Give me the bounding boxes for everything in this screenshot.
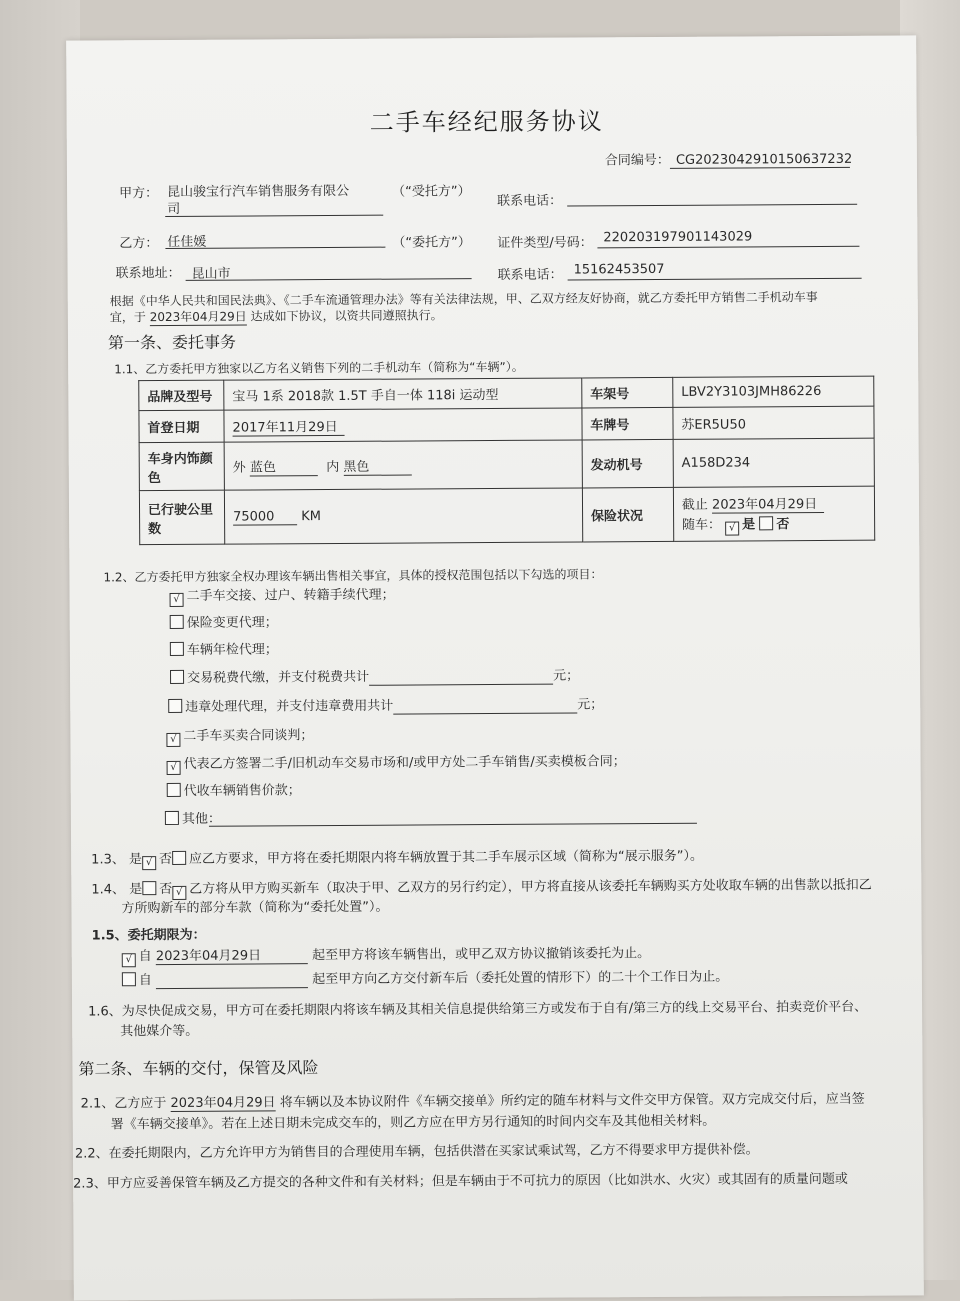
- table-row: [139, 406, 874, 442]
- preamble-line2: 宜，于 2023年04月29日 达成如下协议，以资共同遵照执行。: [109, 308, 443, 325]
- color-cell: 外 蓝色 内 黑色: [224, 440, 582, 490]
- mileage-value: 75000: [233, 509, 297, 525]
- clause-1-3-no-checkbox[interactable]: [172, 851, 186, 865]
- clause-1-1: 1.1、乙方委托甲方独家以乙方名义销售下列的二手机动车（简称为“车辆”）。: [114, 359, 524, 377]
- party-b-name: 任佳媛: [167, 234, 207, 250]
- party-b-phone-underline: [568, 278, 862, 281]
- clause-1-4-line2: 方所购新车的部分车款（简称为“委托处置”）。: [121, 899, 389, 917]
- party-b-id: 220203197901143029: [603, 229, 753, 246]
- clause-2-1-line2: 署《车辆交接单》。若在上述日期未完成交车的，则乙方应在甲方另行通知的时间内交车及其他相关材料。: [110, 1113, 716, 1133]
- party-a-role: （“受托方”）: [392, 184, 471, 200]
- section2-title: 第二条、车辆的交付，保管及风险: [78, 1058, 319, 1079]
- clause-1-6-line1: 1.6、为尽快促成交易，甲方可在委托期限内将该车辆及其相关信息提供给第三方或发布于自有/第三方的线上交易平台、拍卖竞价平台、: [88, 999, 868, 1020]
- auth-item-8: 代收车辆销售价款；: [167, 779, 301, 799]
- contract-number-value: CG2023042910150637232: [670, 152, 850, 169]
- party-b-phone: 15162453507: [573, 261, 665, 278]
- plate-label: 车牌号: [582, 407, 673, 440]
- auth-item-1-checkbox[interactable]: √: [170, 593, 184, 607]
- contract-document: [66, 35, 924, 1300]
- insurance-no-checkbox[interactable]: [759, 516, 773, 530]
- reg-date-label: 首登日期: [139, 410, 224, 443]
- insurance-yes-checkbox[interactable]: √: [725, 521, 739, 535]
- section1-title: 第一条、委托事务: [107, 332, 237, 353]
- brand-label: 品牌及型号: [139, 380, 224, 411]
- auth-item-4: 交易税费代缴，并支付税费共计 元；: [170, 664, 579, 686]
- auth-item-8-checkbox[interactable]: [167, 783, 181, 797]
- party-b-id-underline: [597, 246, 859, 249]
- auth-item-3-checkbox[interactable]: [170, 642, 184, 656]
- auth-item-6-checkbox[interactable]: √: [166, 733, 180, 747]
- mileage-cell: 75000 KM: [224, 488, 582, 544]
- auth-item-6: √ 二手车买卖合同谈判；: [166, 724, 313, 747]
- other-field: [209, 823, 697, 827]
- party-a-name-line2: 司: [167, 201, 181, 217]
- insurance-label: 保险状况: [582, 487, 673, 542]
- address-value: 昆山市: [191, 266, 231, 282]
- plate-value: 苏ER5U50: [673, 406, 874, 439]
- term-start-date: 2023年04月29日: [156, 944, 308, 965]
- auth-item-3: 车辆年检代理；: [170, 638, 278, 658]
- clause-1-3-yes-checkbox[interactable]: √: [142, 856, 156, 870]
- insurance-cell: 截止 2023年04月29日 随车： √ 是 否: [673, 486, 874, 541]
- vin-value: LBV2Y3103JMH86226: [673, 376, 874, 407]
- auth-item-7-checkbox[interactable]: √: [167, 761, 181, 775]
- brand-value: 宝马 1系 2018款 1.5T 手自一体 118i 运动型: [224, 378, 582, 410]
- party-b-role: （“委托方”）: [392, 235, 471, 251]
- clause-1-3: 1.3、 是 √ 否 应乙方要求，甲方将在委托期限内将车辆放置于其二手车展示区域（简称为“展示服务”）。: [91, 845, 703, 871]
- party-a-phone-field: [567, 204, 857, 207]
- reg-date-value: 2017年11月29日: [232, 415, 344, 436]
- auth-item-5-checkbox[interactable]: [168, 699, 182, 713]
- interior-color: 黑色: [343, 455, 411, 475]
- reg-date-cell: [224, 408, 582, 442]
- mileage-label: 已行驶公里数: [139, 490, 224, 545]
- auth-item-2: 保险变更代理；: [170, 611, 278, 631]
- term-option-2: 自 起至甲方向乙方交付新车后（委托处置的情形下）的二十个工作日为止。: [122, 966, 728, 990]
- auth-item-2-checkbox[interactable]: [170, 615, 184, 629]
- exterior-color: 蓝色: [250, 456, 318, 476]
- auth-item-5: 违章处理代理，并支付违章费用共计 元；: [168, 693, 603, 716]
- engine-label: 发动机号: [582, 439, 673, 488]
- clause-1-6-line2: 其他媒介等。: [120, 1023, 199, 1040]
- table-row: [139, 438, 874, 490]
- clause-2-2: 2.2、在委托期限内，乙方允许甲方为销售目的合理使用车辆，包括供潜在买家试乘试驾，乙方不得要求甲方提供补偿。: [74, 1142, 759, 1162]
- party-b-underline: [165, 247, 385, 249]
- clause-1-5-title: 1.5、委托期限为：: [91, 927, 206, 944]
- vehicle-table: [138, 376, 875, 545]
- insurance-date: 2023年04月29日: [712, 492, 824, 513]
- auth-item-7: √ 代表乙方签署二手/旧机动车交易市场和/或甲方处二手车销售/买卖模板合同；: [167, 750, 626, 775]
- auth-item-1: √ 二手车交接、过户、转籍手续代理；: [169, 584, 394, 607]
- party-a-label: 甲方：: [119, 186, 159, 202]
- clause-2-1: 2.1、乙方应于 2023年04月29日 将车辆以及本协议附件《车辆交接单》所约定的随车材料与文件交甲方保管。双方完成交付后，应当签: [80, 1091, 865, 1112]
- preamble-date: 2023年04月29日: [149, 309, 247, 325]
- party-b-label: 乙方：: [119, 236, 159, 252]
- auth-item-9-checkbox[interactable]: [165, 811, 179, 825]
- preamble-line1: 根据《中华人民共和国民法典》、《二手车流通管理办法》等有关法律法规，甲、乙双方经友好协商，就乙方委托甲方销售二手机动车事: [109, 290, 818, 309]
- table-row: [139, 376, 874, 410]
- party-b-phone-label: 联系电话：: [497, 267, 563, 283]
- clause-1-2: 1.2、乙方委托甲方独家全权办理该车辆出售相关事宜，具体的授权范围包括以下勾选的项目：: [103, 567, 603, 585]
- clause-2-3: 2.3、甲方应妥善保管车辆及乙方提交的各种文件和有关材料；但是车辆由于不可抗力的原因（比如洪水、火灾）或其固有的质量问题或: [73, 1171, 848, 1192]
- address-label: 联系地址：: [115, 265, 181, 282]
- clause-1-4: 1.4、 是 否 √ 乙方将从甲方购买新车（取决于甲、乙双方的另行约定），甲方将直接从该委托车辆购买方处收取车辆的出售款以抵扣乙: [91, 874, 871, 901]
- auth-item-4-checkbox[interactable]: [170, 670, 184, 684]
- clause-1-4-yes-checkbox[interactable]: [142, 881, 156, 895]
- document-title: 二手车经纪服务协议: [369, 107, 604, 137]
- vin-label: 车架号: [582, 377, 673, 408]
- term-option-1: √ 自 2023年04月29日 起至甲方将该车辆售出，或甲乙双方协议撤销该委托为止。: [122, 942, 650, 967]
- term-option-1-checkbox[interactable]: √: [122, 953, 136, 967]
- clause-1-4-no-checkbox[interactable]: √: [172, 886, 186, 900]
- color-label: 车身内饰颜色: [139, 442, 224, 491]
- term-option-2-checkbox[interactable]: [122, 972, 136, 986]
- party-a-underline: [165, 215, 383, 217]
- auth-item-9: 其他：: [165, 808, 221, 827]
- party-a-phone-label: 联系电话：: [497, 193, 563, 209]
- engine-value: A158D234: [673, 438, 874, 487]
- party-a-name-line1: 昆山骏宝行汽车销售服务有限公: [167, 183, 350, 200]
- party-b-id-label: 证件类型/号码：: [497, 235, 593, 251]
- delivery-date: 2023年04月29日: [170, 1091, 275, 1112]
- contract-number: 合同编号： CG2023042910150637232: [604, 151, 853, 169]
- table-row: [139, 486, 874, 544]
